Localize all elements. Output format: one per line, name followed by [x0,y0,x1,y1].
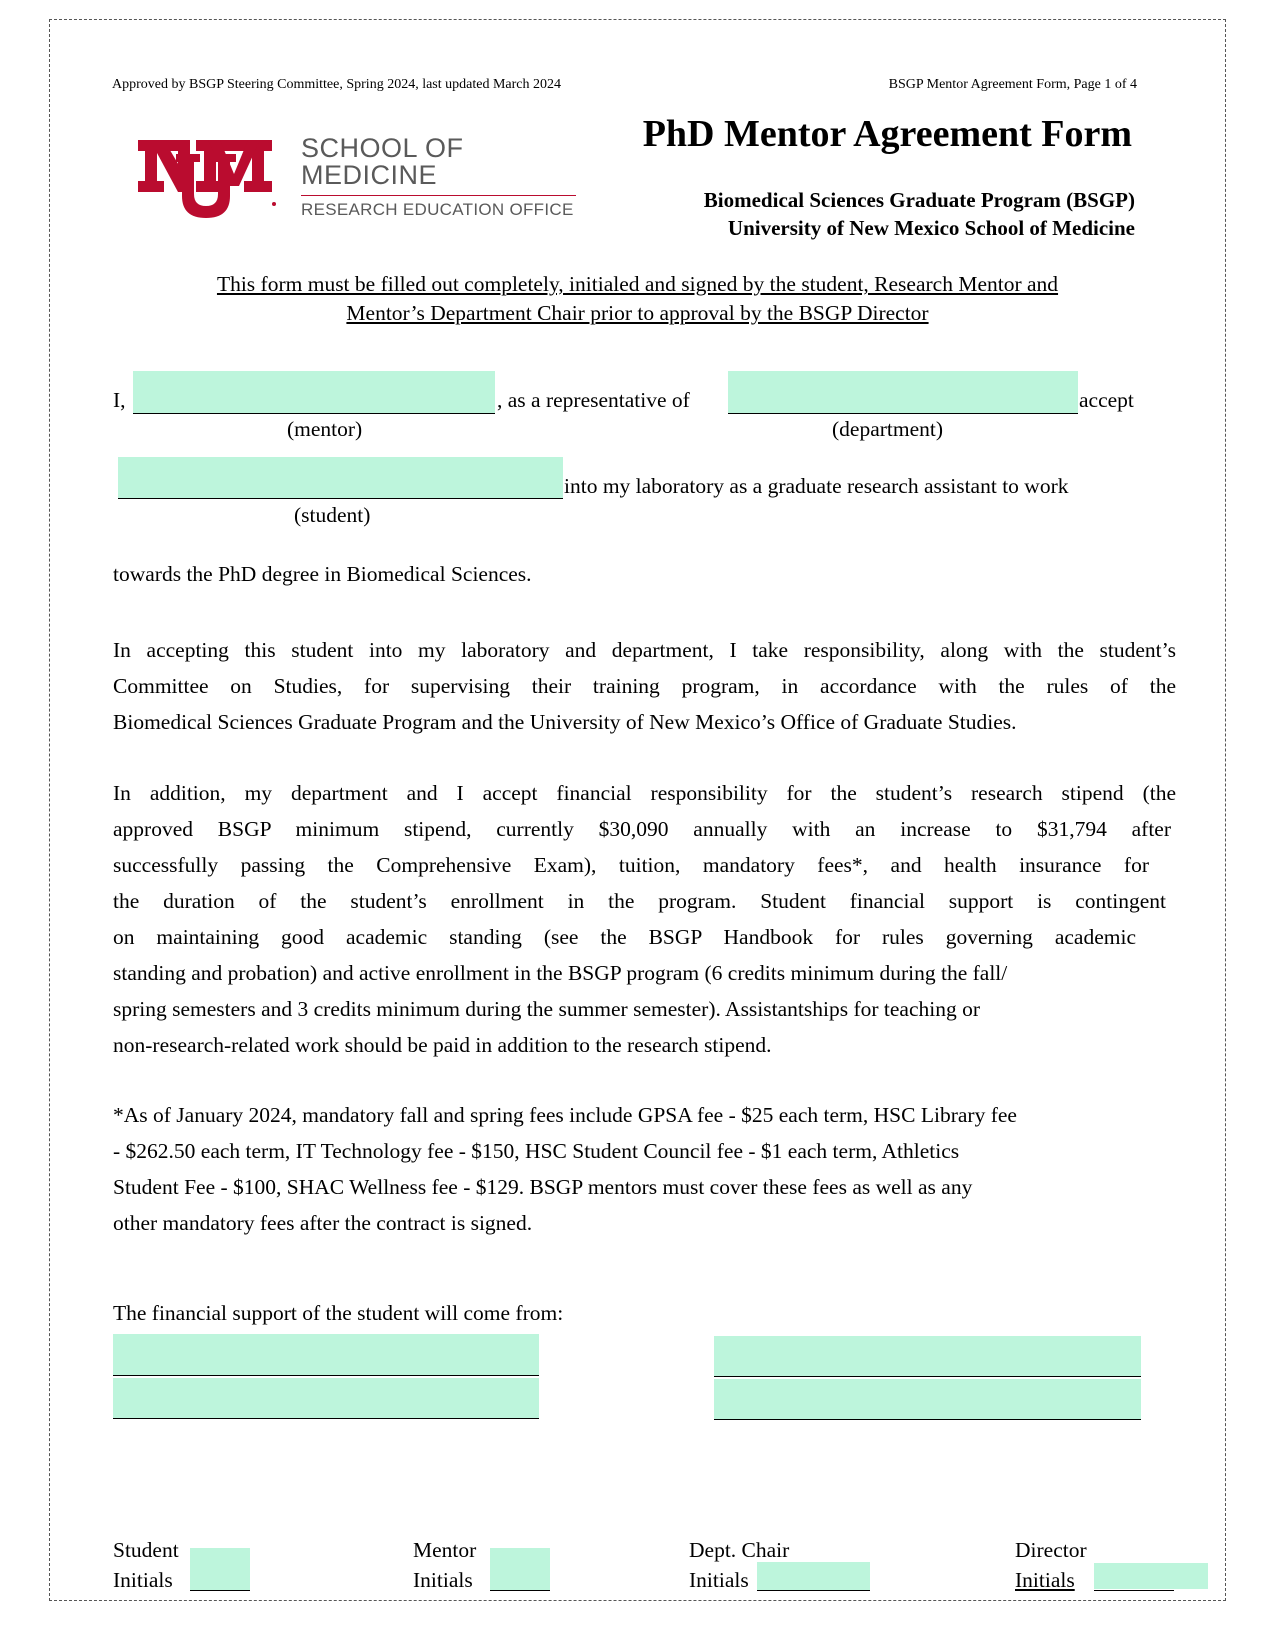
student-initials-label: Initials [113,1568,173,1592]
funding-source-label: The financial support of the student will come from: [113,1301,564,1325]
notice-line: Mentor’s Department Chair prior to approval by the BSGP Director [346,301,929,325]
director-initials-label: Director [1015,1538,1087,1562]
chair-initials-label: Initials [689,1568,749,1592]
page-number-note: BSGP Mentor Agreement Form, Page 1 of 4 [888,77,1137,92]
institution-name: University of New Mexico School of Medicine [727,216,1135,240]
i-prefix: I, [113,388,126,412]
towards-degree-text: towards the PhD degree in Biomedical Sciences. [113,562,532,586]
department-field[interactable] [728,371,1078,414]
initials-underline [1094,1590,1174,1591]
funding-source-field-4[interactable] [714,1379,1141,1419]
paragraph-line: *As of January 2024, mandatory fall and spring fees include GPSA fee - $25 each term, HSC Library fee [113,1103,1017,1127]
unm-som-logo [138,134,578,230]
representative-text: , as a representative of [497,388,690,412]
paragraph-line: on maintaining good academic standing (see the BSGP Handbook for rules governing academic [113,925,1136,949]
student-initials-label: Student [113,1538,179,1562]
paragraph-line: successfully passing the Comprehensive Exam), tuition, mandatory fees*, and health insurance for [113,853,1149,877]
initials-underline [490,1590,550,1591]
mentor-initials-label: Mentor [413,1538,477,1562]
paragraph-line: standing and probation) and active enrollment in the BSGP program (6 credits minimum during the fall/ [113,961,1008,985]
approval-note: Approved by BSGP Steering Committee, Spring 2024, last updated March 2024 [112,77,561,92]
student-name-field[interactable] [118,457,563,499]
chair-initials-label: Dept. Chair [689,1538,790,1562]
student-underline [118,498,563,499]
paragraph-line: In addition, my department and I accept financial responsibility for the student’s research stipend (the [113,781,1176,805]
initials-underline [190,1590,250,1591]
form-title: PhD Mentor Agreement Form [642,113,1132,155]
program-name: Biomedical Sciences Graduate Program (BSGP) [703,188,1135,212]
funding-source-field-3[interactable] [714,1336,1141,1376]
chair-initials-field[interactable] [757,1562,870,1590]
paragraph-line: approved BSGP minimum stipend, currently $30,090 annually with an increase to $31,794 after [113,817,1171,841]
paragraph-line: Biomedical Sciences Graduate Program and the University of New Mexico’s Office of Graduate Studies. [113,710,1017,734]
department-label: (department) [832,417,944,441]
student-initials-field[interactable] [190,1548,250,1590]
into-laboratory-text: into my laboratory as a graduate research assistant to work [564,474,1069,498]
logo-line-school-of: SCHOOL OF [301,133,464,163]
logo-divider [301,195,576,196]
mentor-label: (mentor) [287,417,363,441]
director-initials-label: Initials [1015,1568,1075,1592]
funding-underline [714,1376,1141,1377]
paragraph-line: - $262.50 each term, IT Technology fee - $150, HSC Student Council fee - $1 each term, Athletics [113,1139,960,1163]
accept-text: accept [1079,388,1134,412]
mentor-initials-field[interactable] [490,1548,550,1590]
responsibility-paragraph [113,632,1176,740]
student-label: (student) [294,503,371,527]
paragraph-line: the duration of the student’s enrollment in the program. Student financial support is contingent [113,889,1166,913]
financial-paragraph [113,775,1176,1063]
logo-line-research-education-office: RESEARCH EDUCATION OFFICE [301,200,574,219]
mentor-underline [133,413,495,414]
mentor-initials-label: Initials [413,1568,473,1592]
initials-underline [757,1590,870,1591]
mandatory-fees-paragraph [113,1097,1176,1241]
funding-underline [113,1375,539,1376]
funding-source-field-1[interactable] [113,1334,539,1376]
notice-line: This form must be filled out completely, initialed and signed by the student, Research Mentor and [216,272,1059,296]
funding-source-field-2[interactable] [113,1378,539,1418]
paragraph-line: spring semesters and 3 credits minimum during the summer semester). Assistantships for teaching or [113,997,981,1021]
unm-logo-icon [138,134,278,230]
paragraph-line: other mandatory fees after the contract is signed. [113,1211,533,1235]
funding-underline [113,1418,539,1419]
department-underline [728,413,1078,414]
director-initials-field[interactable] [1094,1563,1208,1589]
mentor-name-field[interactable] [133,371,495,414]
funding-underline [714,1419,1141,1420]
paragraph-line: Student Fee - $100, SHAC Wellness fee - $129. BSGP mentors must cover these fees as well as any [113,1175,973,1199]
logo-line-medicine: MEDICINE [301,160,438,190]
paragraph-line: In accepting this student into my laboratory and department, I take responsibility, along with the student’s [113,638,1176,662]
completion-notice [112,270,1163,328]
paragraph-line: non-research-related work should be paid in addition to the research stipend. [113,1033,772,1057]
paragraph-line: Committee on Studies, for supervising their training program, in accordance with the rules of the [113,674,1176,698]
